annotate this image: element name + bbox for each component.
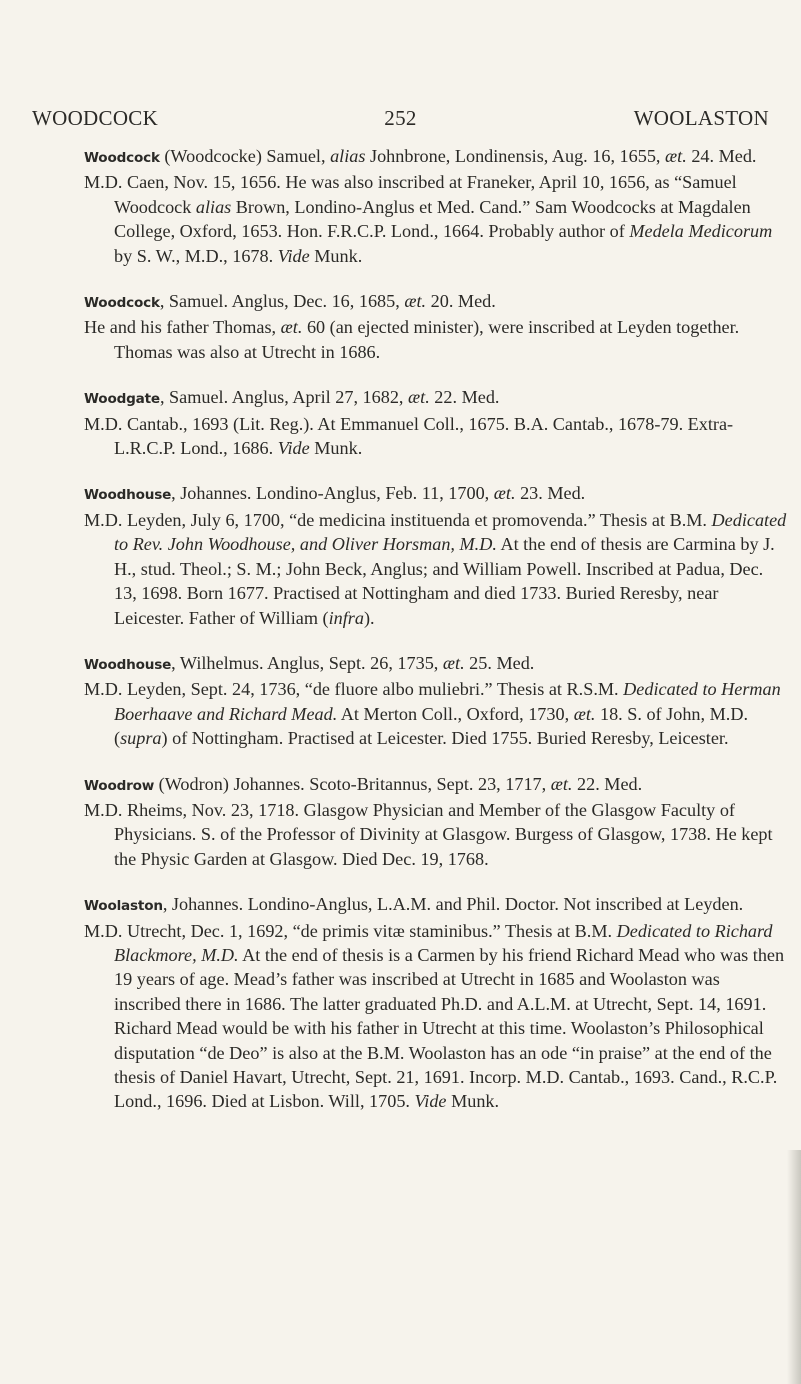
entry-headword: Woodrow: [84, 777, 155, 794]
italic-text: æt.: [665, 146, 687, 166]
italic-text: æt.: [550, 773, 573, 794]
entry-lead: Woodhouse, Wilhelmus. Anglus, Sept. 26, 1735, æt. 25. Med.: [84, 652, 535, 673]
italic-text: Vide: [277, 438, 310, 459]
italic-text: Medela Medicorum: [629, 221, 773, 242]
italic-text: alias: [330, 146, 366, 166]
entry-body: He and his father Thomas, æt. 60 (an ejected minister), were inscribed at Leyden together. Thomas was also at Utrecht in 1686.: [84, 317, 740, 362]
dictionary-entry: [84, 481, 790, 629]
italic-text: Dedicated to Richard Blackmore, M.D.: [114, 920, 773, 965]
entry-lead: Woodhouse, Johannes. Londino-Anglus, Feb. 11, 1700, æt. 23. Med.: [84, 483, 586, 504]
dictionary-entry: [84, 772, 790, 872]
entry-headword: Woolaston: [84, 898, 163, 915]
running-head: [32, 106, 769, 132]
dictionary-entry: [84, 385, 790, 460]
entry-lead: Woodcock, Samuel. Anglus, Dec. 16, 1685, æt. 20. Med.: [84, 291, 496, 312]
italic-text: alias: [195, 196, 232, 217]
entry-headword: Woodhouse: [84, 487, 172, 504]
entry-headword: Woodcock: [84, 295, 160, 312]
entry-list: [84, 144, 790, 1135]
entry-headword: Woodgate: [84, 391, 160, 408]
italic-text: Dedicated to Herman Boerhaave and Richard Mead.: [114, 679, 781, 724]
italic-text: Vide: [277, 245, 310, 266]
italic-text: æt.: [404, 291, 427, 312]
entry-lead: Woodgate, Samuel. Anglus, April 27, 1682, æt. 22. Med.: [84, 387, 500, 408]
italic-text: æt.: [493, 483, 516, 504]
dictionary-entry: [84, 892, 790, 1114]
entry-body: M.D. Cantab., 1693 (Lit. Reg.). At Emmanuel Coll., 1675. B.A. Cantab., 1678-79. Extra-L.R.C.P. Lond., 1686. Vide Munk.: [84, 413, 734, 459]
entry-body: M.D. Leyden, Sept. 24, 1736, “de fluore albo muliebri.” Thesis at R.S.M. Dedicated to Herman Boerhaave and Richard Mead. At Merton Coll., Oxford, 1730, æt. 18. S. of John, M.D. (supra) of Nottingham. Practised at Leicester. Died 1755. Buried Reresby, Leicester.: [84, 679, 781, 749]
running-head-right: WOOLASTON: [633, 106, 769, 130]
italic-text: supra: [120, 728, 162, 749]
page-spine-shadow: [787, 1150, 801, 1384]
italic-text: Dedicated to Rev. John Woodhouse, and Oliver Horsman, M.D.: [114, 509, 787, 555]
entry-body: M.D. Caen, Nov. 15, 1656. He was also inscribed at Franeker, April 10, 1656, as “Samuel Woodcock alias Brown, Londino-Anglus et Med. Cand.” Sam Woodcocks at Magdalen College, Oxford, 1653. Hon. F.R.C.P. Lond., 1664. Probably author of Medela Medicorum by S. W., M.D., 1678. Vide Munk.: [84, 172, 773, 266]
entry-body: M.D. Rheims, Nov. 23, 1718. Glasgow Physician and Member of the Glasgow Faculty of Physicians. S. of the Professor of Divinity at Glasgow. Burgess of Glasgow, 1738. He kept the Physic Garden at Glasgow. Died Dec. 19, 1768.: [84, 799, 773, 869]
entry-lead: Woolaston, Johannes. Londino-Anglus, L.A.M. and Phil. Doctor. Not inscribed at Leyden.: [84, 894, 744, 915]
entry-body: M.D. Leyden, July 6, 1700, “de medicina instituenda et promovenda.” Thesis at B.M. Dedicated to Rev. John Woodhouse, and Oliver Horsman, M.D. At the end of thesis are Carmina by J. H., stud. Theol.; S. M.; John Beck, Anglus; and William Powell. Inscribed at Padua, Dec. 13, 1698. Born 1677. Practised at Nottingham and died 1733. Buried Reresby, near Leicester. Father of William (infra).: [84, 509, 787, 628]
italic-text: æt.: [442, 652, 465, 673]
italic-text: æt.: [280, 317, 303, 338]
italic-text: Vide: [414, 1091, 447, 1112]
running-head-left: WOODCOCK: [32, 106, 159, 130]
entry-lead: Woodcock (Woodcocke) Samuel, alias Johnbrone, Londinensis, Aug. 16, 1655, æt. 24. Med.: [84, 146, 757, 166]
dictionary-entry: [84, 144, 790, 268]
italic-text: infra: [328, 607, 364, 628]
italic-text: æt.: [573, 703, 596, 724]
page-number: 252: [384, 106, 417, 130]
entry-headword: Woodcock: [84, 150, 160, 166]
entry-body: M.D. Utrecht, Dec. 1, 1692, “de primis vitæ staminibus.” Thesis at B.M. Dedicated to Richard Blackmore, M.D. At the end of thesis is a Carmen by his friend Richard Mead who was then 19 years of age. Mead’s father was inscribed at Utrecht in 1685 and Woolaston was inscribed there in 1686. The latter graduated Ph.D. and A.L.M. at Utrecht, Sept. 14, 1691. Richard Mead would be with his father in Utrecht at this time. Woolaston’s Philosophical disputation “de Deo” is also at the B.M. Woolaston has an ode “in praise” at the end of the thesis of Daniel Havart, Utrecht, Sept. 21, 1691. Incorp. M.D. Cantab., 1693. Cand., R.C.P. Lond., 1696. Died at Lisbon. Will, 1705. Vide Munk.: [84, 920, 785, 1112]
dictionary-entry: [84, 651, 790, 751]
entry-headword: Woodhouse: [84, 656, 172, 673]
italic-text: æt.: [408, 387, 430, 408]
entry-lead: Woodrow (Wodron) Johannes. Scoto-Britannus, Sept. 23, 1717, æt. 22. Med.: [84, 773, 643, 794]
dictionary-entry: [84, 289, 790, 364]
